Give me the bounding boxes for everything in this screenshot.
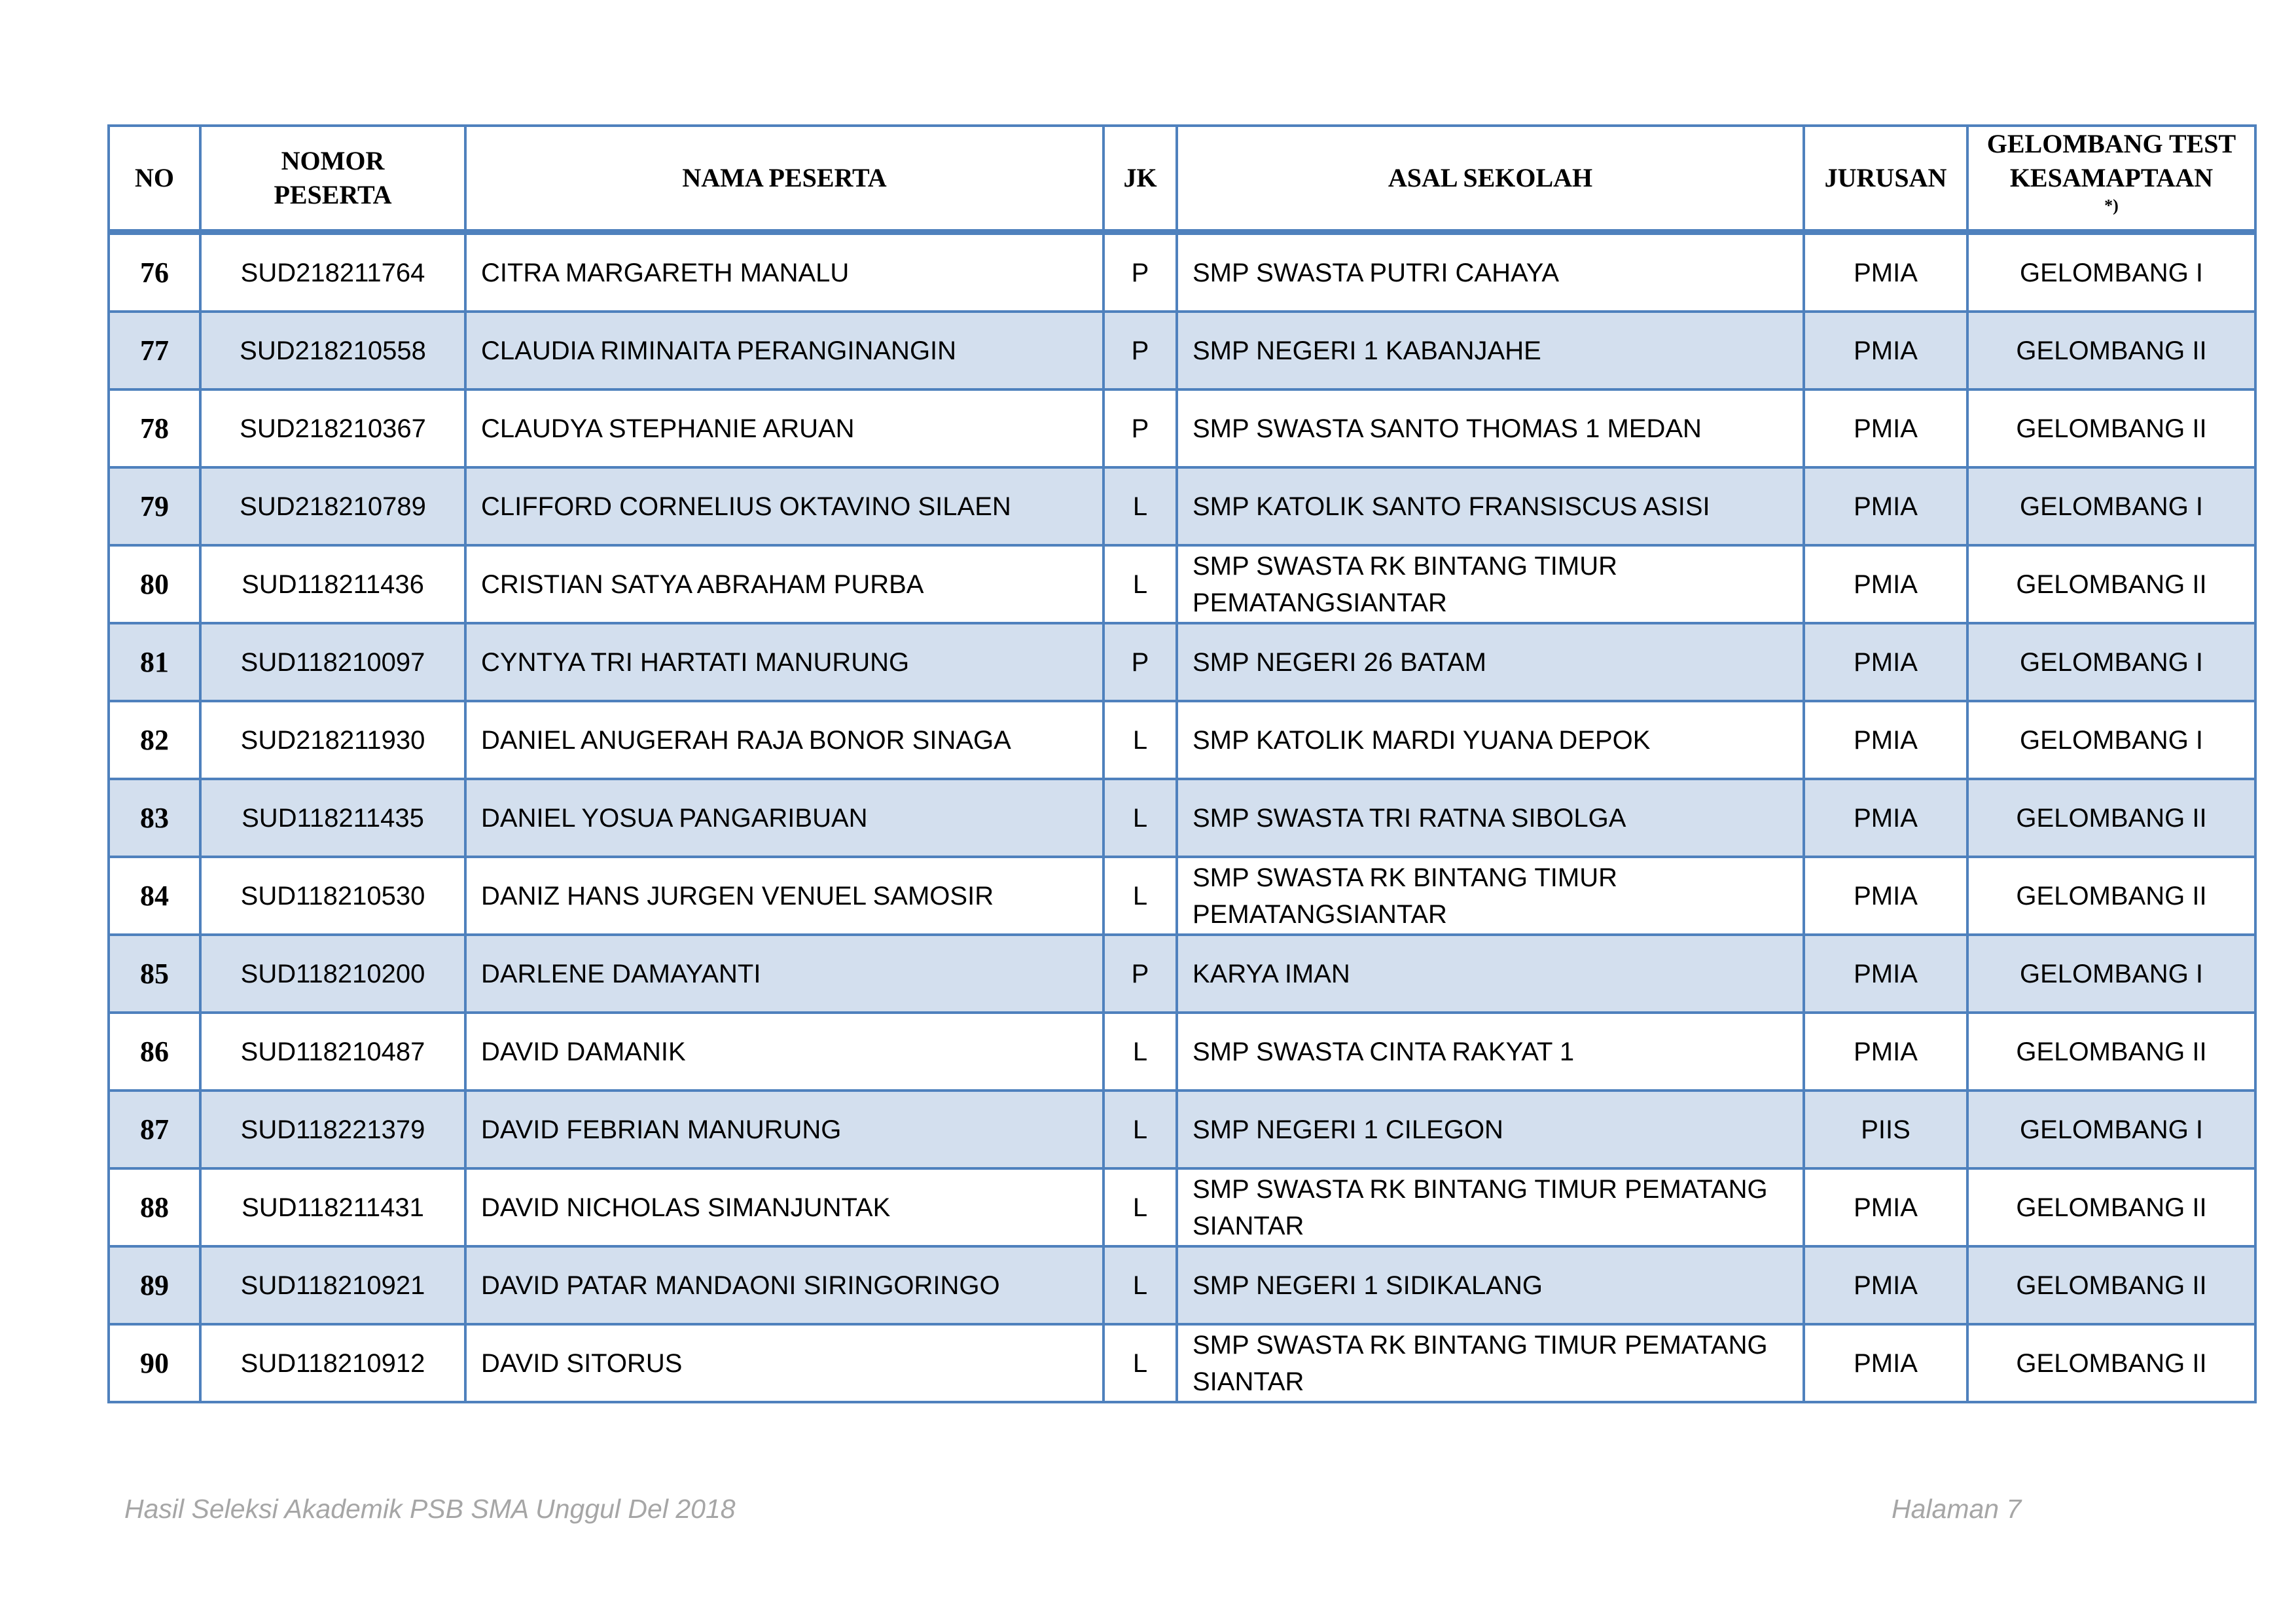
cell-gelombang: GELOMBANG I — [1967, 1091, 2255, 1168]
cell-asal-sekolah: SMP SWASTA PUTRI CAHAYA — [1177, 232, 1804, 312]
cell-asal-sekolah: SMP KATOLIK SANTO FRANSISCUS ASISI — [1177, 467, 1804, 545]
cell-no: 82 — [109, 701, 200, 779]
cell-nama-peserta: CYNTYA TRI HARTATI MANURUNG — [465, 623, 1103, 701]
table-row — [109, 1091, 2255, 1168]
cell-jurusan: PMIA — [1804, 779, 1967, 857]
cell-nomor-peserta: SUD118210921 — [200, 1246, 465, 1324]
cell-asal-sekolah: SMP SWASTA RK BINTANG TIMUR PEMATANGSIANTAR — [1177, 857, 1804, 935]
table-row — [109, 232, 2255, 312]
cell-jurusan: PMIA — [1804, 701, 1967, 779]
table-header — [109, 126, 2255, 232]
header-nomor-peserta — [200, 126, 465, 232]
cell-jurusan: PMIA — [1804, 935, 1967, 1013]
table-row — [109, 389, 2255, 467]
header-asal-sekolah: ASAL SEKOLAH — [1177, 126, 1804, 232]
cell-nama-peserta: DAVID FEBRIAN MANURUNG — [465, 1091, 1103, 1168]
cell-jk: L — [1103, 545, 1177, 623]
table-row — [109, 779, 2255, 857]
cell-jk: L — [1103, 701, 1177, 779]
header-gelombang — [1967, 126, 2255, 232]
cell-no: 86 — [109, 1013, 200, 1091]
cell-gelombang: GELOMBANG II — [1967, 545, 2255, 623]
cell-jk: L — [1103, 1168, 1177, 1246]
table-row — [109, 1246, 2255, 1324]
cell-nomor-peserta: SUD118210200 — [200, 935, 465, 1013]
cell-nama-peserta: DAVID DAMANIK — [465, 1013, 1103, 1091]
cell-gelombang: GELOMBANG II — [1967, 1013, 2255, 1091]
table-row — [109, 312, 2255, 389]
cell-no: 77 — [109, 312, 200, 389]
cell-no: 84 — [109, 857, 200, 935]
cell-nomor-peserta: SUD218210789 — [200, 467, 465, 545]
cell-jurusan: PMIA — [1804, 1013, 1967, 1091]
cell-nama-peserta: DAVID NICHOLAS SIMANJUNTAK — [465, 1168, 1103, 1246]
cell-nama-peserta: DARLENE DAMAYANTI — [465, 935, 1103, 1013]
cell-nomor-peserta: SUD118210912 — [200, 1324, 465, 1402]
cell-jk: L — [1103, 1246, 1177, 1324]
cell-gelombang: GELOMBANG I — [1967, 935, 2255, 1013]
table-row — [109, 1168, 2255, 1246]
cell-jk: L — [1103, 779, 1177, 857]
cell-nama-peserta: CITRA MARGARETH MANALU — [465, 232, 1103, 312]
cell-no: 83 — [109, 779, 200, 857]
cell-asal-sekolah: SMP SWASTA CINTA RAKYAT 1 — [1177, 1013, 1804, 1091]
cell-nomor-peserta: SUD218211764 — [200, 232, 465, 312]
cell-jk: P — [1103, 312, 1177, 389]
footer-page-number: Halaman 7 — [1892, 1494, 2022, 1524]
cell-jurusan: PMIA — [1804, 467, 1967, 545]
participant-table-container — [107, 124, 2254, 1403]
cell-nama-peserta: DANIEL ANUGERAH RAJA BONOR SINAGA — [465, 701, 1103, 779]
cell-asal-sekolah: SMP KATOLIK MARDI YUANA DEPOK — [1177, 701, 1804, 779]
cell-jk: P — [1103, 232, 1177, 312]
cell-gelombang: GELOMBANG II — [1967, 312, 2255, 389]
cell-asal-sekolah: SMP SWASTA SANTO THOMAS 1 MEDAN — [1177, 389, 1804, 467]
cell-jurusan: PMIA — [1804, 1246, 1967, 1324]
cell-jk: P — [1103, 935, 1177, 1013]
header-jk: JK — [1103, 126, 1177, 232]
cell-jk: P — [1103, 389, 1177, 467]
cell-jk: P — [1103, 623, 1177, 701]
cell-asal-sekolah: SMP SWASTA RK BINTANG TIMUR PEMATANG SIANTAR — [1177, 1168, 1804, 1246]
cell-no: 76 — [109, 232, 200, 312]
cell-nomor-peserta: SUD118211431 — [200, 1168, 465, 1246]
cell-no: 80 — [109, 545, 200, 623]
cell-gelombang: GELOMBANG II — [1967, 779, 2255, 857]
cell-nama-peserta: DANIZ HANS JURGEN VENUEL SAMOSIR — [465, 857, 1103, 935]
cell-jurusan: PMIA — [1804, 623, 1967, 701]
cell-jurusan: PMIA — [1804, 232, 1967, 312]
table-row — [109, 1013, 2255, 1091]
cell-jurusan: PMIA — [1804, 389, 1967, 467]
header-row — [109, 126, 2255, 232]
cell-nomor-peserta: SUD118211436 — [200, 545, 465, 623]
table-row — [109, 857, 2255, 935]
cell-jk: L — [1103, 857, 1177, 935]
header-nomor-peserta-label: NOMOR PESERTA — [274, 146, 392, 209]
cell-nomor-peserta: SUD118210487 — [200, 1013, 465, 1091]
table-row — [109, 701, 2255, 779]
cell-nama-peserta: CLIFFORD CORNELIUS OKTAVINO SILAEN — [465, 467, 1103, 545]
cell-jurusan: PIIS — [1804, 1091, 1967, 1168]
table-row — [109, 545, 2255, 623]
cell-asal-sekolah: KARYA IMAN — [1177, 935, 1804, 1013]
cell-asal-sekolah: SMP SWASTA RK BINTANG TIMUR PEMATANG SIANTAR — [1177, 1324, 1804, 1402]
cell-no: 78 — [109, 389, 200, 467]
cell-nama-peserta: DAVID SITORUS — [465, 1324, 1103, 1402]
cell-nomor-peserta: SUD118211435 — [200, 779, 465, 857]
header-gelombang-label: GELOMBANG TEST KESAMAPTAAN — [1986, 129, 2236, 192]
cell-jurusan: PMIA — [1804, 1324, 1967, 1402]
cell-jk: L — [1103, 1324, 1177, 1402]
cell-gelombang: GELOMBANG II — [1967, 1324, 2255, 1402]
cell-no: 90 — [109, 1324, 200, 1402]
cell-jurusan: PMIA — [1804, 1168, 1967, 1246]
cell-nama-peserta: CRISTIAN SATYA ABRAHAM PURBA — [465, 545, 1103, 623]
cell-no: 79 — [109, 467, 200, 545]
header-no: NO — [109, 126, 200, 232]
cell-asal-sekolah: SMP NEGERI 1 SIDIKALANG — [1177, 1246, 1804, 1324]
table-row — [109, 623, 2255, 701]
cell-no: 87 — [109, 1091, 200, 1168]
table-row — [109, 1324, 2255, 1402]
cell-gelombang: GELOMBANG II — [1967, 857, 2255, 935]
cell-no: 89 — [109, 1246, 200, 1324]
cell-gelombang: GELOMBANG II — [1967, 1168, 2255, 1246]
header-jurusan: JURUSAN — [1804, 126, 1967, 232]
footer-document-title: Hasil Seleksi Akademik PSB SMA Unggul Del 2018 — [124, 1494, 736, 1524]
table-row — [109, 467, 2255, 545]
cell-nomor-peserta: SUD218210367 — [200, 389, 465, 467]
cell-nama-peserta: DAVID PATAR MANDAONI SIRINGORINGO — [465, 1246, 1103, 1324]
cell-nomor-peserta: SUD118210097 — [200, 623, 465, 701]
cell-asal-sekolah: SMP NEGERI 1 KABANJAHE — [1177, 312, 1804, 389]
cell-asal-sekolah: SMP SWASTA TRI RATNA SIBOLGA — [1177, 779, 1804, 857]
cell-nama-peserta: CLAUDIA RIMINAITA PERANGINANGIN — [465, 312, 1103, 389]
cell-jurusan: PMIA — [1804, 857, 1967, 935]
cell-gelombang: GELOMBANG II — [1967, 1246, 2255, 1324]
cell-no: 81 — [109, 623, 200, 701]
cell-no: 88 — [109, 1168, 200, 1246]
cell-jurusan: PMIA — [1804, 312, 1967, 389]
participant-table — [107, 124, 2257, 1403]
table-row — [109, 935, 2255, 1013]
cell-nama-peserta: DANIEL YOSUA PANGARIBUAN — [465, 779, 1103, 857]
cell-nomor-peserta: SUD118210530 — [200, 857, 465, 935]
table-body — [109, 232, 2255, 1403]
cell-jk: L — [1103, 1013, 1177, 1091]
cell-nomor-peserta: SUD118221379 — [200, 1091, 465, 1168]
cell-asal-sekolah: SMP NEGERI 1 CILEGON — [1177, 1091, 1804, 1168]
cell-gelombang: GELOMBANG I — [1967, 232, 2255, 312]
cell-gelombang: GELOMBANG II — [1967, 389, 2255, 467]
header-gelombang-note: *) — [2104, 196, 2119, 215]
header-nama-peserta: NAMA PESERTA — [465, 126, 1103, 232]
cell-jk: L — [1103, 467, 1177, 545]
cell-jk: L — [1103, 1091, 1177, 1168]
cell-gelombang: GELOMBANG I — [1967, 467, 2255, 545]
cell-no: 85 — [109, 935, 200, 1013]
cell-jurusan: PMIA — [1804, 545, 1967, 623]
cell-gelombang: GELOMBANG I — [1967, 701, 2255, 779]
cell-gelombang: GELOMBANG I — [1967, 623, 2255, 701]
cell-nama-peserta: CLAUDYA STEPHANIE ARUAN — [465, 389, 1103, 467]
cell-nomor-peserta: SUD218210558 — [200, 312, 465, 389]
cell-nomor-peserta: SUD218211930 — [200, 701, 465, 779]
cell-asal-sekolah: SMP NEGERI 26 BATAM — [1177, 623, 1804, 701]
cell-asal-sekolah: SMP SWASTA RK BINTANG TIMUR PEMATANGSIANTAR — [1177, 545, 1804, 623]
